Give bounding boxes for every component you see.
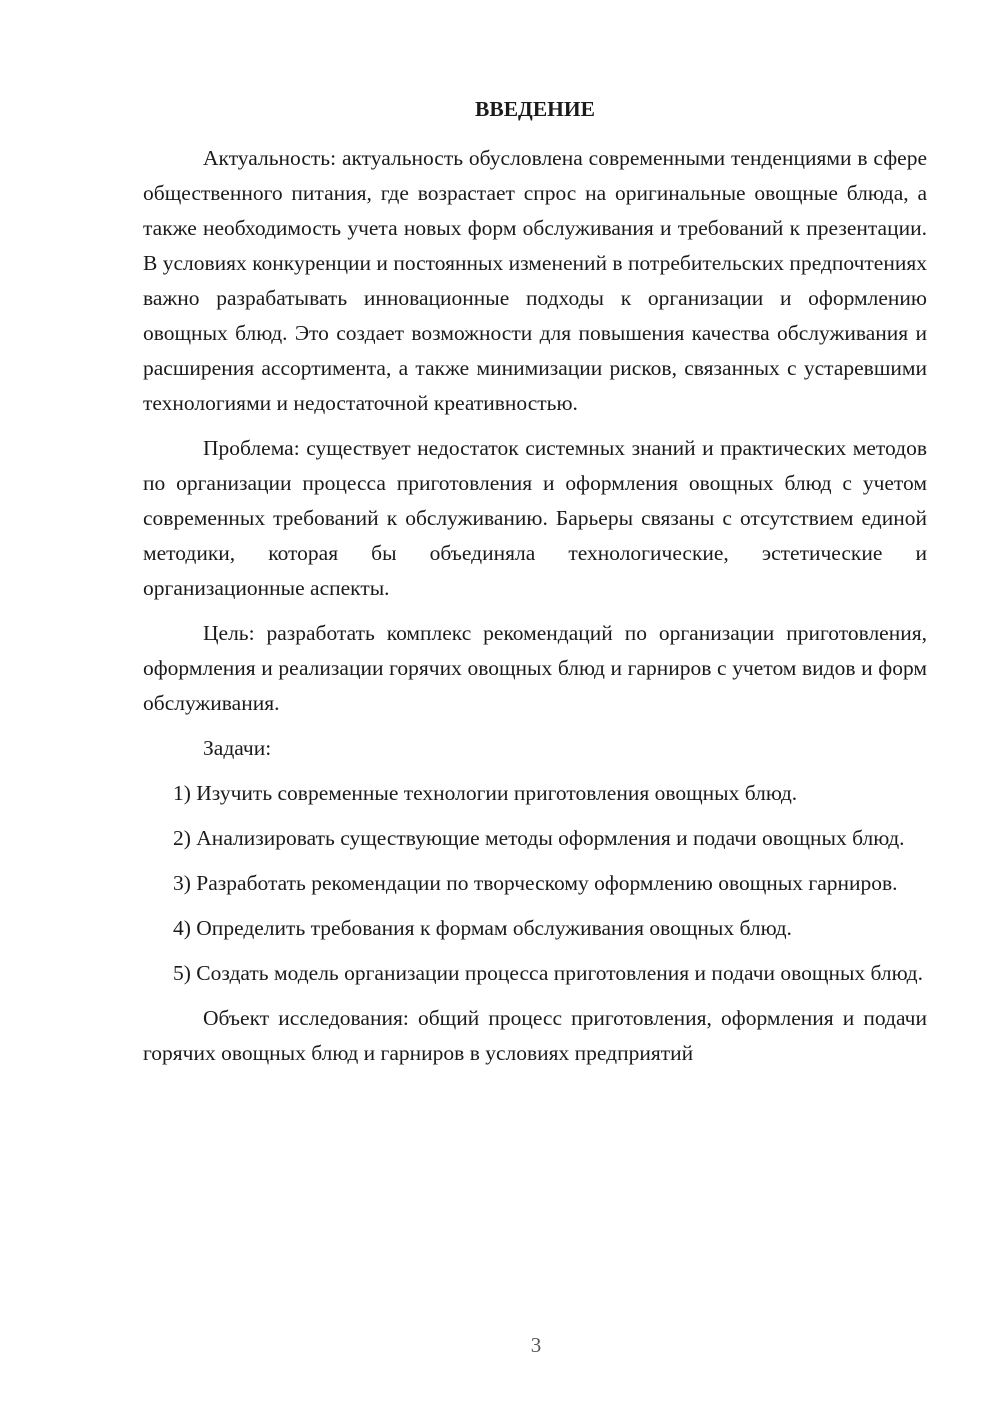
task-item: 3) Разработать рекомендации по творческому оформлению овощных гарниров.	[173, 871, 898, 895]
section-heading: ВВЕДЕНИЕ	[475, 97, 595, 121]
tasks-list	[143, 776, 927, 991]
goal-paragraph: Цель: разработать комплекс рекомендаций по организации приготовления, оформления и реализации горячих овощных блюд и гарниров с учетом видов и форм обслуживания.	[143, 621, 927, 715]
page-number: 3	[530, 1333, 542, 1357]
relevance-paragraph: Актуальность: актуальность обусловлена современными тенденциями в сфере общественного питания, где возрастает спрос на оригинальные овощные блюда, а также необходимость учета новых форм обслуживания и требований к презентации. В условиях конкуренции и постоянных изменений в потребительских предпочтениях важно разрабатывать инновационные подходы к организации и оформлению овощных блюд. Это создает возможности для повышения качества обслуживания и расширения ассортимента, а также минимизации рисков, связанных с устаревшими технологиями и недостаточной креативностью.	[143, 146, 927, 415]
tasks-label: Задачи:	[203, 736, 272, 760]
problem-paragraph: Проблема: существует недостаток системных знаний и практических методов по организации процесса приготовления и оформления овощных блюд с учетом современных требований к обслуживанию. Барьеры связаны с отсутствием единой методики, которая бы объединяла технологические, эстетические и организационные аспекты.	[143, 436, 927, 600]
task-item: 4) Определить требования к формам обслуживания овощных блюд.	[173, 916, 792, 940]
task-item: 5) Создать модель организации процесса приготовления и подачи овощных блюд.	[173, 961, 923, 985]
task-item: 2) Анализировать существующие методы оформления и подачи овощных блюд.	[173, 826, 905, 850]
task-item: 1) Изучить современные технологии приготовления овощных блюд.	[173, 781, 798, 805]
object-paragraph: Объект исследования: общий процесс приготовления, оформления и подачи горячих овощных блюд и гарниров в условиях предприятий	[143, 1006, 927, 1065]
document-page	[143, 92, 927, 1081]
